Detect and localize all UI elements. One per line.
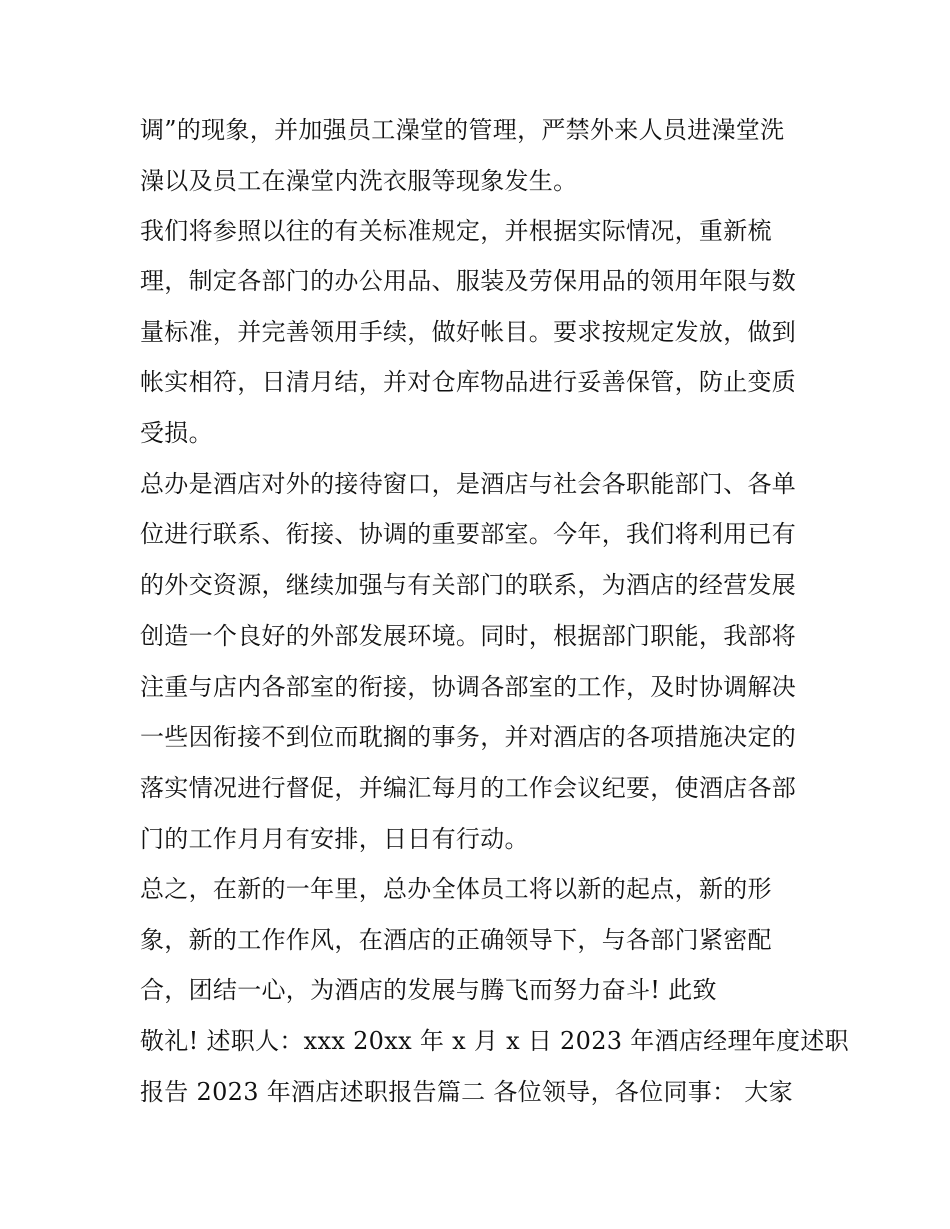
text-line: 总之，在新的一年里，总办全体员工将以新的起点，新的形 [140,875,772,903]
text-line: 我们将参照以往的有关标准规定，并根据实际情况，重新梳 [140,217,772,245]
text-line: 受损。 [140,419,213,447]
text-line: 一些因衔接不到位而耽搁的事务，并对酒店的各项措施决定的 [140,723,797,751]
text-line: 门的工作月月有安排，日日有行动。 [140,825,529,853]
text-line: 理，制定各部门的办公用品、服装及劳保用品的领用年限与数 [140,267,797,295]
text-line: 象，新的工作作风，在酒店的正确领导下，与各部门紧密配 [140,926,772,954]
text-line: 注重与店内各部室的衔接，协调各部室的工作，及时协调解决 [140,673,797,701]
text-line: 落实情况进行督促，并编汇每月的工作会议纪要，使酒店各部 [140,774,797,802]
text-line: 调”的现象，并加强员工澡堂的管理，严禁外来人员进澡堂洗 [140,116,785,144]
text-line: 量标准，并完善领用手续，做好帐目。要求按规定发放，做到 [140,318,797,346]
text-line: 创造一个良好的外部发展环境。同时，根据部门职能，我部将 [140,622,797,650]
text-line: 合，团结一心，为酒店的发展与腾飞而努力奋斗! 此致 [140,976,717,1004]
text-line: 总办是酒店对外的接待窗口，是酒店与社会各职能部门、各单 [140,470,797,498]
text-line: 报告 2023 年酒店述职报告篇二 各位领导，各位同事： 大家 [140,1078,793,1106]
text-line: 位进行联系、衔接、协调的重要部室。今年，我们将利用已有 [140,520,797,548]
text-line: 澡以及员工在澡堂内洗衣服等现象发生。 [140,167,578,195]
text-line: 敬礼! 述职人：xxx 20xx 年 x 月 x 日 2023 年酒店经理年度述职 [140,1027,849,1055]
text-line: 的外交资源，继续加强与有关部门的联系，为酒店的经营发展 [140,571,797,599]
text-line: 帐实相符，日清月结，并对仓库物品进行妥善保管，防止变质 [140,368,797,396]
